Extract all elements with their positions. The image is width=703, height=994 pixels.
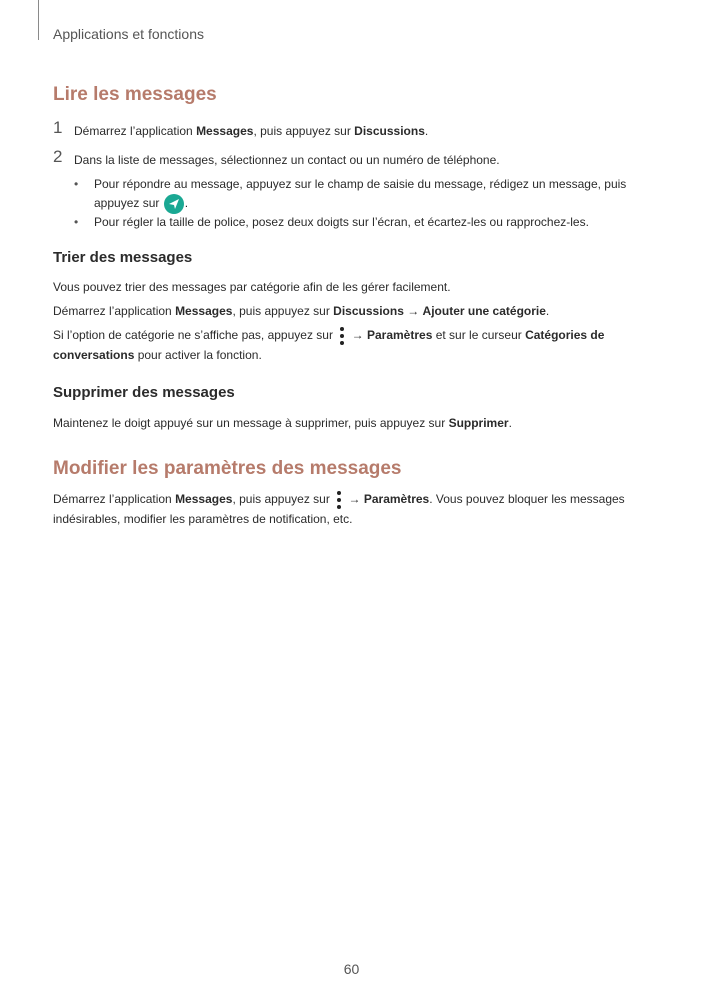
step-number: 2 <box>53 147 63 166</box>
bold-messages: Messages <box>175 492 233 507</box>
more-options-icon <box>335 490 343 510</box>
text: . <box>184 196 189 211</box>
arrow: → <box>348 328 367 343</box>
bullet-text <box>94 175 634 214</box>
text: Démarrez l’application <box>53 492 176 507</box>
bold-discussions: Discussions <box>354 124 425 138</box>
text: Pour répondre au message, appuyez sur le champ de saisie du message, rédigez un message, puis appuyez sur <box>94 177 627 211</box>
text: Démarrez l’application <box>74 124 197 138</box>
section-title-settings: Modifier les paramètres des messages <box>53 458 402 479</box>
step-text <box>74 122 644 141</box>
text: Maintenez le doigt appuyé sur un message à supprimer, puis appuyez sur <box>53 416 449 430</box>
text: pour activer la fonction. <box>134 348 262 362</box>
text: . <box>424 124 429 138</box>
settings-instructions <box>53 490 653 529</box>
text: , puis appuyez sur <box>232 492 330 507</box>
subsection-title-sort: Trier des messages <box>53 249 193 266</box>
text: Démarrez l’application <box>53 304 176 318</box>
subsection-title-delete: Supprimer des messages <box>53 384 235 401</box>
text: , puis appuyez sur <box>253 124 355 138</box>
bold-parametres: Paramètres <box>366 328 433 343</box>
page-number: 60 <box>343 961 360 977</box>
sort-intro: Vous pouvez trier des messages par catégorie afin de les gérer facilement. <box>53 280 451 294</box>
arrow: → <box>345 492 364 507</box>
bold-discussions: Discussions <box>333 304 404 318</box>
text: . <box>545 304 550 318</box>
text: et sur le curseur <box>432 328 526 343</box>
bold-parametres: Paramètres <box>363 492 430 507</box>
bold-add-category: Ajouter une catégorie <box>422 304 546 318</box>
sort-category-option <box>53 326 653 365</box>
text: Si l’option de catégorie ne s’affiche pas, appuyez sur <box>53 328 333 343</box>
section-title-read-messages: Lire les messages <box>53 84 217 105</box>
header-rule <box>38 0 39 40</box>
bold-supprimer: Supprimer <box>448 416 509 430</box>
bullet-mark: • <box>74 215 79 229</box>
more-options-icon <box>338 326 346 346</box>
text: . Vous pouvez bloquer les messages indésirables, modifier les paramètres de notification, etc. <box>53 492 625 526</box>
step-text: Dans la liste de messages, sélectionnez un contact ou un numéro de téléphone. <box>74 153 500 167</box>
bullet-text: Pour régler la taille de police, posez deux doigts sur l’écran, et écartez-les ou rapprochez-les. <box>94 215 589 229</box>
text: . <box>508 416 512 430</box>
step-number: 1 <box>53 118 63 137</box>
bullet-mark: • <box>74 177 79 191</box>
bold-messages: Messages <box>196 124 254 138</box>
bold-messages: Messages <box>175 304 233 318</box>
text: , puis appuyez sur <box>232 304 334 318</box>
delete-instructions <box>53 414 653 433</box>
sort-instructions <box>53 302 653 321</box>
send-icon <box>164 194 184 214</box>
arrow: → <box>403 304 423 318</box>
bold-categories: Catégories de conversations <box>53 328 605 362</box>
page-header: Applications et fonctions <box>53 26 204 42</box>
